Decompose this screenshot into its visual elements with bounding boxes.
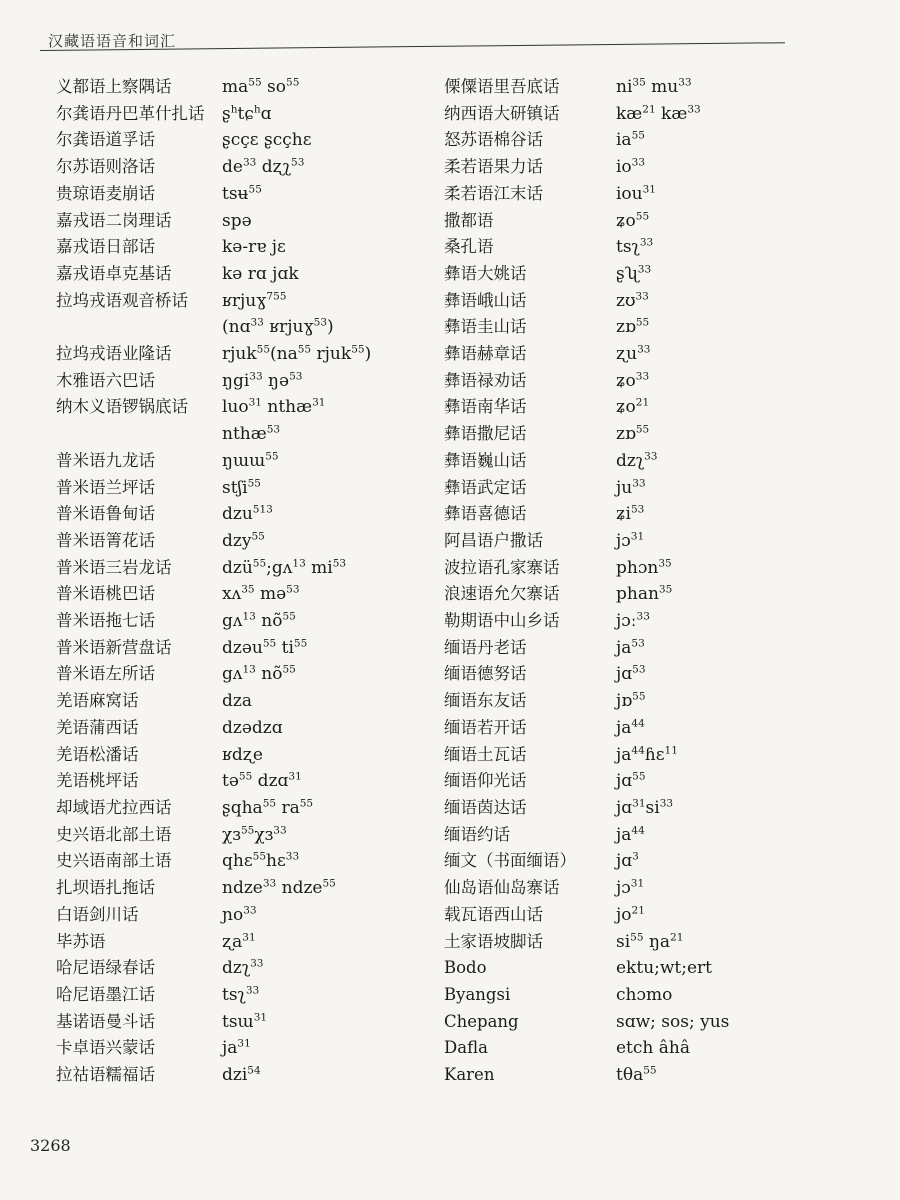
- phonetic-form: zɒ$^{55}$: [616, 316, 650, 338]
- phonetic-form: phan$^{35}$: [616, 583, 673, 605]
- phonetic-form: ʑo$^{55}$: [616, 209, 650, 231]
- phonetic-form: tsɯ$^{31}$: [222, 1010, 268, 1032]
- phonetic-form: $jo^{21}$: [616, 904, 645, 925]
- word-entry: [438, 234, 868, 261]
- word-entry: [438, 795, 868, 822]
- word-entry: [40, 955, 440, 982]
- language-name: 嘉戎语日部话: [56, 237, 155, 257]
- phonetic-form: (nɑ$^{33}$ ʁrjuɣ$^{53}$): [222, 316, 334, 338]
- phonetic-form: $ma^{55}$ $so^{55}$: [222, 76, 300, 97]
- language-name: 彝语峨山话: [444, 290, 527, 310]
- word-entry: [438, 768, 868, 795]
- phonetic-form: jɑ$^{53}$: [616, 663, 646, 685]
- language-name: Karen: [444, 1065, 495, 1085]
- language-name: 桑孔语: [444, 237, 494, 257]
- language-name: 缅语德努话: [444, 664, 527, 684]
- phonetic-form: ʑi$^{53}$: [616, 503, 645, 525]
- word-entry: [40, 74, 440, 101]
- word-entry: [438, 208, 868, 235]
- word-entry: [40, 528, 440, 555]
- language-name: 傈僳语里吾底话: [444, 77, 560, 96]
- language-name: 基诺语曼斗话: [56, 1011, 155, 1031]
- language-name: 羌语桃坪话: [56, 771, 139, 791]
- word-entry: [40, 555, 440, 582]
- phonetic-form: spə: [222, 210, 252, 231]
- phonetic-form: ʑo$^{21}$: [616, 396, 650, 418]
- language-name: 史兴语北部土语: [56, 824, 172, 844]
- phonetic-form: ektu;wt;ert: [616, 958, 712, 979]
- phonetic-form: $rjuk^{55}(na^{55}$ rjuk$^{55}$): [222, 343, 372, 365]
- language-name: 柔若语江末话: [444, 183, 543, 203]
- language-name: 木雅语六巴话: [56, 370, 155, 390]
- phonetic-form: iou$^{31}$: [616, 183, 656, 204]
- language-name: 纳木义语锣锅底话: [56, 397, 188, 417]
- word-entry: [438, 555, 868, 582]
- word-entry: [438, 448, 868, 475]
- word-entry: [40, 394, 440, 421]
- phonetic-form: $ja^{44}ɦɛ^{11}$: [616, 743, 678, 765]
- phonetic-form: jɔ$^{31}$: [616, 877, 645, 899]
- phonetic-form: luo$^{31}$ nthæ$^{31}$: [222, 396, 326, 418]
- word-entry: [438, 715, 868, 742]
- language-name: 贵琼语麦崩话: [56, 183, 155, 203]
- word-entry: [40, 341, 440, 368]
- word-entry: [40, 501, 440, 528]
- phonetic-form: dzü$^{55}$;gʌ$^{13}$ $mi^{53}$: [222, 557, 347, 578]
- phonetic-form: dzʅ$^{33}$: [222, 957, 264, 979]
- running-header: 汉藏语语音和词汇: [48, 32, 177, 50]
- phonetic-form: kə-rɐ jɛ: [222, 237, 286, 258]
- language-name: 缅语土瓦话: [444, 744, 527, 764]
- word-entry: [40, 1009, 440, 1036]
- phonetic-form: $ia^{55}$: [616, 129, 645, 151]
- phonetic-form: sɑw; sos; yus: [616, 1011, 730, 1032]
- word-entry: [438, 742, 868, 769]
- language-name: 尔龚语丹巴革什扎话: [56, 103, 205, 123]
- language-name: 彝语喜德话: [444, 504, 527, 524]
- language-name: 缅语约话: [444, 824, 510, 844]
- word-entry: [40, 929, 440, 956]
- phonetic-form: dzu$^{513}$: [222, 503, 273, 525]
- language-name: 扎坝语扎拖话: [56, 878, 155, 898]
- word-entry: [438, 127, 868, 154]
- language-name: 普米语左所话: [56, 664, 155, 684]
- phonetic-form: zʊ$^{33}$: [616, 289, 649, 311]
- word-entry: [438, 848, 868, 875]
- language-name: Dafla: [444, 1038, 488, 1058]
- language-name: 土家语坡脚话: [444, 931, 543, 951]
- word-entry: [40, 768, 440, 795]
- language-name: 普米语三岩龙话: [56, 557, 172, 577]
- word-entry: [438, 955, 868, 982]
- word-entry: [40, 822, 440, 849]
- word-entry: [438, 1062, 868, 1089]
- language-name: 彝语大姚话: [444, 263, 527, 283]
- phonetic-form: ŋɯɯ$^{55}$: [222, 450, 279, 471]
- language-name: 普米语九龙话: [56, 450, 155, 470]
- phonetic-form: dzi$^{54}$: [222, 1064, 261, 1086]
- phonetic-form: $kæ^{21}$ $kæ^{33}$: [616, 103, 701, 124]
- phonetic-form: ʁrjuɣ$^{755}$: [222, 289, 287, 311]
- word-entry: [40, 314, 440, 341]
- phonetic-form: $ja^{53}$: [616, 637, 645, 658]
- phonetic-form: etch âhâ: [616, 1038, 690, 1059]
- word-entry: [438, 822, 868, 849]
- language-name: 拉坞戎语观音桥话: [56, 290, 188, 310]
- word-entry: [438, 475, 868, 502]
- language-name: 义都语上察隅话: [56, 77, 172, 96]
- word-entry: [40, 742, 440, 769]
- phonetic-form: stʃi$^{55}$: [222, 476, 261, 498]
- phonetic-form: $de^{33}$ dʐʅ$^{53}$: [222, 156, 305, 178]
- language-name: 彝语南华话: [444, 397, 527, 417]
- word-entry: [438, 982, 868, 1009]
- language-name: Bodo: [444, 958, 487, 978]
- language-name: 尔龚语道孚话: [56, 130, 155, 150]
- language-name: 拉祜语糯福话: [56, 1065, 155, 1085]
- language-name: 纳西语大研镇话: [444, 103, 560, 123]
- phonetic-form: zɒ$^{55}$: [616, 423, 650, 445]
- left-column: [40, 74, 440, 1089]
- phonetic-form: $ju^{33}$: [616, 476, 646, 498]
- page-number: 3268: [30, 1136, 71, 1155]
- right-column: [438, 74, 868, 1089]
- phonetic-form: tsʅ$^{33}$: [222, 984, 260, 1005]
- language-name: 普米语拖七话: [56, 611, 155, 631]
- language-name: 彝语圭山话: [444, 317, 527, 337]
- language-name: 勒期语中山乡话: [444, 611, 560, 631]
- word-entry: [40, 902, 440, 929]
- phonetic-form: ndze$^{33}$ ndze$^{55}$: [222, 877, 336, 899]
- word-entry: [438, 368, 868, 395]
- word-entry: [438, 875, 868, 902]
- word-entry: [40, 715, 440, 742]
- phonetic-form: $ja^{31}$: [222, 1037, 251, 1059]
- phonetic-form: $si^{55}$ $ŋa^{21}$: [616, 930, 684, 952]
- word-entry: [438, 261, 868, 288]
- language-name: 普米语新营盘话: [56, 637, 172, 657]
- phonetic-form: $ja^{44}$: [616, 824, 645, 845]
- word-entry: [40, 635, 440, 662]
- word-entry: [40, 421, 440, 448]
- language-name: 彝语赫章话: [444, 344, 527, 364]
- language-name: 羌语麻窝话: [56, 691, 139, 711]
- word-entry: [40, 661, 440, 688]
- phonetic-form: $jɑ^{31}si^{33}$: [616, 797, 674, 818]
- language-name: 毕苏语: [56, 931, 106, 951]
- language-name: 浪速语允欠寨话: [444, 584, 560, 604]
- word-entry: [40, 181, 440, 208]
- phonetic-form: ʂcçɛ ʂcçhɛ: [222, 130, 312, 151]
- word-entry: [438, 501, 868, 528]
- phonetic-form: $ni^{35}$ $mu^{33}$: [616, 76, 692, 97]
- word-entry: [40, 1062, 440, 1089]
- language-name: 拉坞戎语业隆话: [56, 344, 172, 364]
- word-entry: [438, 421, 868, 448]
- word-entry: [40, 688, 440, 715]
- language-name: 却域语尤拉西话: [56, 797, 172, 817]
- language-name: 彝语武定话: [444, 477, 527, 497]
- phonetic-form: dzʅ$^{33}$: [616, 450, 658, 471]
- phonetic-form: tsʅ$^{33}$: [616, 236, 654, 258]
- word-entry: [438, 635, 868, 662]
- language-name: 仙岛语仙岛寨话: [444, 878, 560, 898]
- word-entry: [438, 902, 868, 929]
- word-entry: [438, 74, 868, 101]
- language-name: 撒都语: [444, 210, 494, 230]
- word-entry: [40, 234, 440, 261]
- phonetic-form: $ja^{44}$: [616, 717, 645, 738]
- language-name: 缅语茵达话: [444, 797, 527, 817]
- phonetic-form: jɔː$^{33}$: [616, 610, 650, 632]
- word-entry: [438, 154, 868, 181]
- language-name: 普米语箐花话: [56, 530, 155, 550]
- phonetic-form: $io^{33}$: [616, 156, 646, 178]
- language-name: 彝语禄劝话: [444, 370, 527, 390]
- language-name: 羌语蒲西话: [56, 717, 139, 737]
- word-entry: [40, 1035, 440, 1062]
- phonetic-form: jɑ$^3$: [616, 850, 639, 872]
- word-entry: [40, 581, 440, 608]
- phonetic-form: gʌ$^{13}$ $nõ^{55}$: [222, 610, 296, 632]
- word-entry: [438, 929, 868, 956]
- word-entry: [438, 1035, 868, 1062]
- word-entry: [438, 288, 868, 315]
- phonetic-form: ʂʯ$^{33}$: [616, 263, 652, 284]
- language-name: 普米语桃巴话: [56, 584, 155, 604]
- phonetic-form: ʂqha$^{55}$ $ra^{55}$: [222, 797, 314, 818]
- phonetic-form: kə rɑ jɑk: [222, 263, 299, 284]
- phonetic-form: chɔmo: [616, 984, 673, 1005]
- phonetic-form: ŋgi$^{33}$ ŋə$^{53}$: [222, 370, 303, 391]
- word-entry: [40, 127, 440, 154]
- phonetic-form: dzəu$^{55}$ $ti^{55}$: [222, 637, 308, 658]
- phonetic-form: ʁdʐe: [222, 744, 263, 765]
- phonetic-form: jɔ$^{31}$: [616, 530, 645, 551]
- word-entry: [438, 661, 868, 688]
- phonetic-form: ʐu$^{33}$: [616, 343, 651, 365]
- language-name: 缅语东友话: [444, 691, 527, 711]
- word-entry: [438, 528, 868, 555]
- word-entry: [438, 314, 868, 341]
- language-name: 载瓦语西山话: [444, 904, 543, 924]
- phonetic-form: dzədzɑ: [222, 717, 283, 738]
- phonetic-form: ʂ$^h$tɕ$^h$ɑ: [222, 103, 272, 124]
- language-name: 怒苏语棉谷话: [444, 130, 543, 150]
- language-name: 彝语巍山话: [444, 450, 527, 470]
- word-entry: [40, 875, 440, 902]
- word-entry: [438, 181, 868, 208]
- phonetic-form: tsʉ$^{55}$: [222, 183, 262, 204]
- phonetic-form: tə$^{55}$ dzɑ$^{31}$: [222, 770, 302, 792]
- phonetic-form: χɜ$^{55}$χɜ$^{33}$: [222, 824, 287, 845]
- word-entry: [438, 1009, 868, 1036]
- language-name: Byangsi: [444, 984, 511, 1004]
- phonetic-form: jɑ$^{55}$: [616, 770, 646, 792]
- phonetic-form: gʌ$^{13}$ $nõ^{55}$: [222, 663, 296, 685]
- language-name: 缅文（书面缅语）: [444, 851, 576, 871]
- word-entry: [40, 795, 440, 822]
- word-entry: [40, 261, 440, 288]
- word-entry: [40, 982, 440, 1009]
- language-name: 嘉戎语二岗理话: [56, 210, 172, 230]
- word-entry: [438, 394, 868, 421]
- language-name: 波拉语孔家寨话: [444, 557, 560, 577]
- phonetic-form: nthæ$^{53}$: [222, 423, 281, 445]
- language-name: 彝语撒尼话: [444, 424, 527, 444]
- phonetic-form: xʌ$^{35}$ mə$^{53}$: [222, 583, 300, 605]
- language-name: 普米语鲁甸话: [56, 504, 155, 524]
- phonetic-form: dza: [222, 691, 252, 712]
- language-name: 缅语仰光话: [444, 771, 527, 791]
- phonetic-form: phɔn$^{35}$: [616, 557, 672, 578]
- word-entry: [40, 288, 440, 315]
- word-entry: [40, 368, 440, 395]
- language-name: 羌语松潘话: [56, 744, 139, 764]
- language-name: 白语剑川话: [56, 904, 139, 924]
- word-entry: [40, 208, 440, 235]
- language-name: 尔苏语则洛话: [56, 157, 155, 177]
- language-name: 缅语丹老话: [444, 637, 527, 657]
- language-name: 哈尼语墨江话: [56, 984, 155, 1004]
- phonetic-form: ɲo$^{33}$: [222, 904, 257, 925]
- word-entry: [40, 154, 440, 181]
- language-name: 普米语兰坪话: [56, 477, 155, 497]
- phonetic-form: dzy$^{55}$: [222, 530, 265, 551]
- phonetic-form: jɒ$^{55}$: [616, 690, 646, 712]
- phonetic-form: qhɛ$^{55}$hɛ$^{33}$: [222, 850, 300, 872]
- word-entry: [438, 341, 868, 368]
- language-name: 嘉戎语卓克基话: [56, 263, 172, 283]
- language-name: Chepang: [444, 1011, 519, 1031]
- language-name: 哈尼语绿春话: [56, 958, 155, 978]
- word-entry: [40, 475, 440, 502]
- word-entry: [40, 848, 440, 875]
- word-entry: [40, 608, 440, 635]
- word-entry: [438, 688, 868, 715]
- language-name: 柔若语果力话: [444, 157, 543, 177]
- language-name: 缅语若开话: [444, 717, 527, 737]
- phonetic-form: tθa$^{55}$: [616, 1064, 657, 1086]
- phonetic-form: ʐa$^{31}$: [222, 930, 256, 952]
- word-entry: [438, 101, 868, 128]
- language-name: 阿昌语户撒话: [444, 530, 543, 550]
- word-entry: [40, 448, 440, 475]
- language-name: 史兴语南部土语: [56, 851, 172, 871]
- word-entry: [40, 101, 440, 128]
- word-entry: [438, 608, 868, 635]
- language-name: 卡卓语兴蒙话: [56, 1038, 155, 1058]
- phonetic-form: ʑo$^{33}$: [616, 370, 650, 391]
- word-entry: [438, 581, 868, 608]
